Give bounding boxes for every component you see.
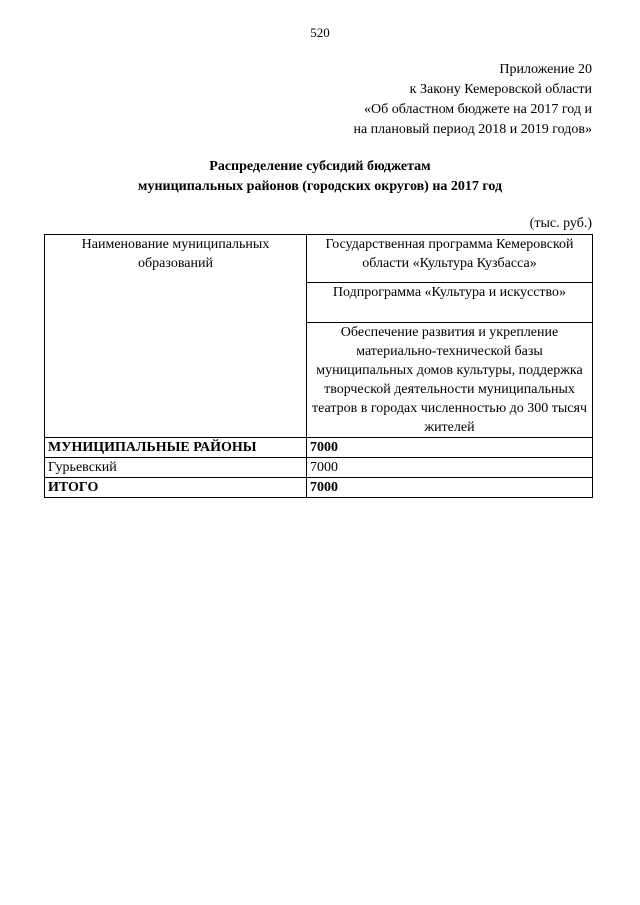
row-value: 7000 [307, 458, 593, 478]
row-name: ИТОГО [45, 478, 307, 498]
page-number: 520 [310, 25, 330, 40]
appendix-line: «Об областном бюджете на 2017 год и [364, 102, 592, 117]
appendix-line: Приложение 20 [499, 62, 592, 77]
subprogram-header: Подпрограмма «Культура и искусство» [307, 283, 593, 323]
appendix-line: к Закону Кемеровской области [409, 82, 592, 97]
row-value: 7000 [307, 438, 593, 458]
row-value: 7000 [307, 478, 593, 498]
document-title [0, 157, 640, 197]
title-line-2: муниципальных районов (городских округов) на 2017 год [137, 179, 503, 194]
table-row [45, 458, 593, 478]
subsidies-table [44, 234, 593, 498]
row-name: Гурьевский [45, 458, 307, 478]
appendix-line: на плановый период 2018 и 2019 годов» [353, 122, 592, 137]
activity-header: Обеспечение развития и укрепление материально-технической базы муниципальных домов культуры, поддержка творческой деятельности муниципальных театров в городах численностью до 300 тысяч жителей [307, 323, 593, 438]
table-row [45, 478, 593, 498]
row-name: МУНИЦИПАЛЬНЫЕ РАЙОНЫ [45, 438, 307, 458]
name-column-header: Наименование муниципальных образований [45, 235, 307, 438]
program-header: Государственная программа Кемеровской области «Культура Кузбасса» [307, 235, 593, 283]
table-row [45, 438, 593, 458]
title-line-1: Распределение субсидий бюджетам [209, 159, 431, 174]
unit-label: (тыс. руб.) [529, 216, 592, 231]
header-row [45, 235, 593, 283]
appendix-header [353, 60, 592, 140]
